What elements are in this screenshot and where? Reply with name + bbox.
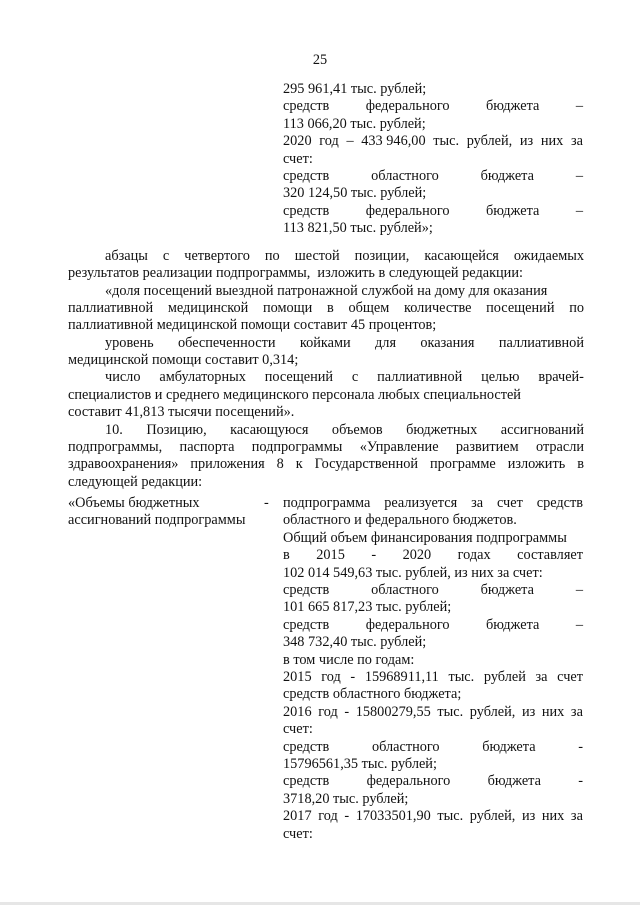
text-line (283, 133, 583, 150)
word: с (351, 369, 359, 385)
word: средств (283, 739, 330, 755)
word: подпрограмма (283, 495, 371, 511)
word: из (521, 808, 536, 824)
word: тыс. (437, 704, 464, 720)
word: ожидаемых (513, 248, 584, 264)
label-line: «Объемы бюджетных (68, 495, 200, 511)
word: год (318, 704, 338, 720)
word: изложить (507, 456, 566, 472)
word: здравоохранения» (68, 456, 179, 472)
word: средств (536, 495, 583, 511)
word: рублей, (466, 133, 513, 149)
word: бюджета (486, 617, 540, 633)
value-line: 3718,20 тыс. рублей; (283, 791, 409, 807)
text-line: счет: (283, 151, 313, 167)
paragraph-line (68, 300, 584, 317)
value-line: счет: (283, 721, 313, 737)
word: – (575, 98, 583, 114)
word: них (540, 133, 564, 149)
word: подпрограммы, (68, 439, 163, 455)
word: средств (283, 203, 330, 219)
word: подпрограммы (251, 439, 343, 455)
word: федерального (365, 98, 450, 114)
word: год (318, 808, 338, 824)
word: за (570, 704, 583, 720)
word: касающуюся (230, 422, 309, 438)
word: счет (496, 495, 523, 511)
word: количестве (404, 300, 472, 316)
value-line (283, 739, 583, 756)
value-line: счет: (283, 826, 313, 842)
word: ассигнований (500, 422, 584, 438)
word: в (327, 300, 334, 316)
word: четвертого (184, 248, 250, 264)
word: областного (371, 168, 439, 184)
value-line: 102 014 549,63 тыс. рублей, из них за счет: (283, 565, 543, 581)
word: 2016 (283, 704, 312, 720)
word: шестой (294, 248, 340, 264)
word: бюджета (482, 739, 536, 755)
word: 15968911,11 (364, 669, 439, 685)
text-line (283, 98, 583, 115)
word: за (570, 133, 583, 149)
word: 2020 (283, 133, 312, 149)
word: бюджета (487, 773, 541, 789)
word: счет (557, 669, 583, 685)
word: – (575, 617, 583, 633)
word: «Управление (359, 439, 439, 455)
word: – (575, 582, 583, 598)
word: бюджета (486, 98, 540, 114)
page-number: 25 (312, 52, 328, 68)
paragraph-line (68, 439, 584, 456)
value-line: областного и федерального бюджетов. (283, 512, 517, 528)
word: них (541, 808, 565, 824)
label-line: ассигнований подпрограммы (68, 512, 246, 528)
word: 2020 (402, 547, 432, 563)
word: годах (457, 547, 491, 563)
paragraph-line (105, 335, 584, 352)
word: средств (283, 168, 330, 184)
word: из (521, 704, 536, 720)
text-line: 113 821,50 тыс. рублей»; (283, 220, 433, 236)
text-line: 320 124,50 тыс. рублей; (283, 185, 427, 201)
word: приложения (190, 456, 265, 472)
word: 433 946,00 (361, 133, 426, 149)
word: позиции, (354, 248, 410, 264)
word: - (344, 704, 350, 720)
word: паллиативной (498, 335, 584, 351)
word: рублей, (469, 704, 516, 720)
word: 15800279,55 (355, 704, 431, 720)
paragraph-line: медицинской помощи составит 0,314; (68, 352, 299, 368)
value-line: 15796561,35 тыс. рублей; (283, 756, 437, 772)
text-line (283, 203, 583, 220)
text-line: 295 961,41 тыс. рублей; (283, 81, 427, 97)
word: бюджета (480, 168, 534, 184)
value-line: 101 665 817,23 тыс. рублей; (283, 599, 452, 615)
word: тыс. (437, 808, 464, 824)
word: абзацы (105, 248, 148, 264)
word: средств (283, 617, 330, 633)
word: паллиативной (377, 369, 463, 385)
word: из (519, 133, 534, 149)
word: программе (430, 456, 496, 472)
word: амбулаторных (159, 369, 246, 385)
word: реализуется (384, 495, 458, 511)
word: посещений (264, 369, 334, 385)
word: целью (481, 369, 520, 385)
value-line (283, 547, 583, 564)
word: за (570, 808, 583, 824)
value-line (283, 617, 583, 634)
value-line: в том числе по годам: (283, 652, 415, 668)
word: - (578, 739, 583, 755)
value-line: Общий объем финансирования подпрограммы (283, 530, 567, 546)
value-line (283, 773, 583, 790)
word: развитием (455, 439, 519, 455)
word: врачей- (538, 369, 584, 385)
word: паллиативной (68, 300, 154, 316)
text-line: 113 066,20 тыс. рублей; (283, 116, 426, 132)
word: 2015 (316, 547, 345, 563)
paragraph-line: следующей редакции: (68, 474, 203, 490)
word: Позицию, (146, 422, 207, 438)
value-line (283, 704, 583, 721)
word: - (578, 773, 583, 789)
word: - (350, 669, 356, 685)
word: тыс. (433, 133, 460, 149)
word: бюджета (486, 203, 540, 219)
word: федерального (366, 773, 451, 789)
word: областного (371, 582, 439, 598)
word: федерального (365, 617, 450, 633)
word: уровень (105, 335, 154, 351)
word: бюджета (480, 582, 534, 598)
word: койками (299, 335, 351, 351)
word: паспорта (179, 439, 235, 455)
word: 8 (276, 456, 284, 472)
word: в (577, 456, 584, 472)
word: в (283, 547, 290, 563)
text-line (283, 168, 583, 185)
word: год (319, 133, 339, 149)
word: оказания (420, 335, 475, 351)
value-line (283, 808, 583, 825)
word: общем (348, 300, 390, 316)
paragraph-line: паллиативной медицинской помощи составит 45 процентов; (68, 317, 437, 333)
word: число (105, 369, 141, 385)
word: средств (283, 773, 330, 789)
word: 2017 (283, 808, 312, 824)
word: медицинской (167, 300, 249, 316)
word: рублей (483, 669, 526, 685)
word: касающейся (424, 248, 499, 264)
word: 17033501,90 (355, 808, 431, 824)
word: по (264, 248, 280, 264)
word: федерального (365, 203, 450, 219)
word: - (344, 808, 350, 824)
word: - (371, 547, 377, 563)
word: объемов (331, 422, 383, 438)
word: 10. (105, 422, 123, 438)
word: тыс. (448, 669, 475, 685)
word: средств (283, 582, 330, 598)
word: – (346, 133, 354, 149)
paragraph-line: «доля посещений выездной патронажной службой на дому для оказания (105, 283, 548, 299)
word: – (575, 168, 583, 184)
word: 2015 (283, 669, 312, 685)
paragraph-line: специалистов и среднего медицинского персонала любых специальностей (68, 387, 521, 403)
word: по (569, 300, 584, 316)
word: обеспеченности (178, 335, 276, 351)
cell-separator-dash: - (264, 495, 269, 511)
value-line (283, 669, 583, 686)
word: помощи (262, 300, 313, 316)
word: средств (283, 98, 330, 114)
word: областного (371, 739, 440, 755)
word: отрасли (535, 439, 584, 455)
word: них (541, 704, 565, 720)
word: – (575, 203, 583, 219)
value-line: средств областного бюджета; (283, 686, 462, 702)
word: за (471, 495, 484, 511)
value-line (283, 495, 583, 512)
word: посещений (486, 300, 555, 316)
word: для (375, 335, 397, 351)
value-line: 348 732,40 тыс. рублей; (283, 634, 427, 650)
paragraph-line: результатов реализации подпрограммы, изложить в следующей редакции: (68, 265, 523, 281)
word: рублей, (469, 808, 516, 824)
paragraph-line (105, 248, 584, 265)
paragraph-line (68, 456, 584, 473)
paragraph-line (105, 369, 584, 386)
word: к (295, 456, 303, 472)
word: Государственной (314, 456, 419, 472)
paragraph-line (105, 422, 584, 439)
word: год (321, 669, 341, 685)
word: за (535, 669, 548, 685)
value-line (283, 582, 583, 599)
word: составляет (517, 547, 583, 563)
word: бюджетных (406, 422, 478, 438)
paragraph-line: составит 41,813 тысячи посещений». (68, 404, 295, 420)
word: с (162, 248, 170, 264)
